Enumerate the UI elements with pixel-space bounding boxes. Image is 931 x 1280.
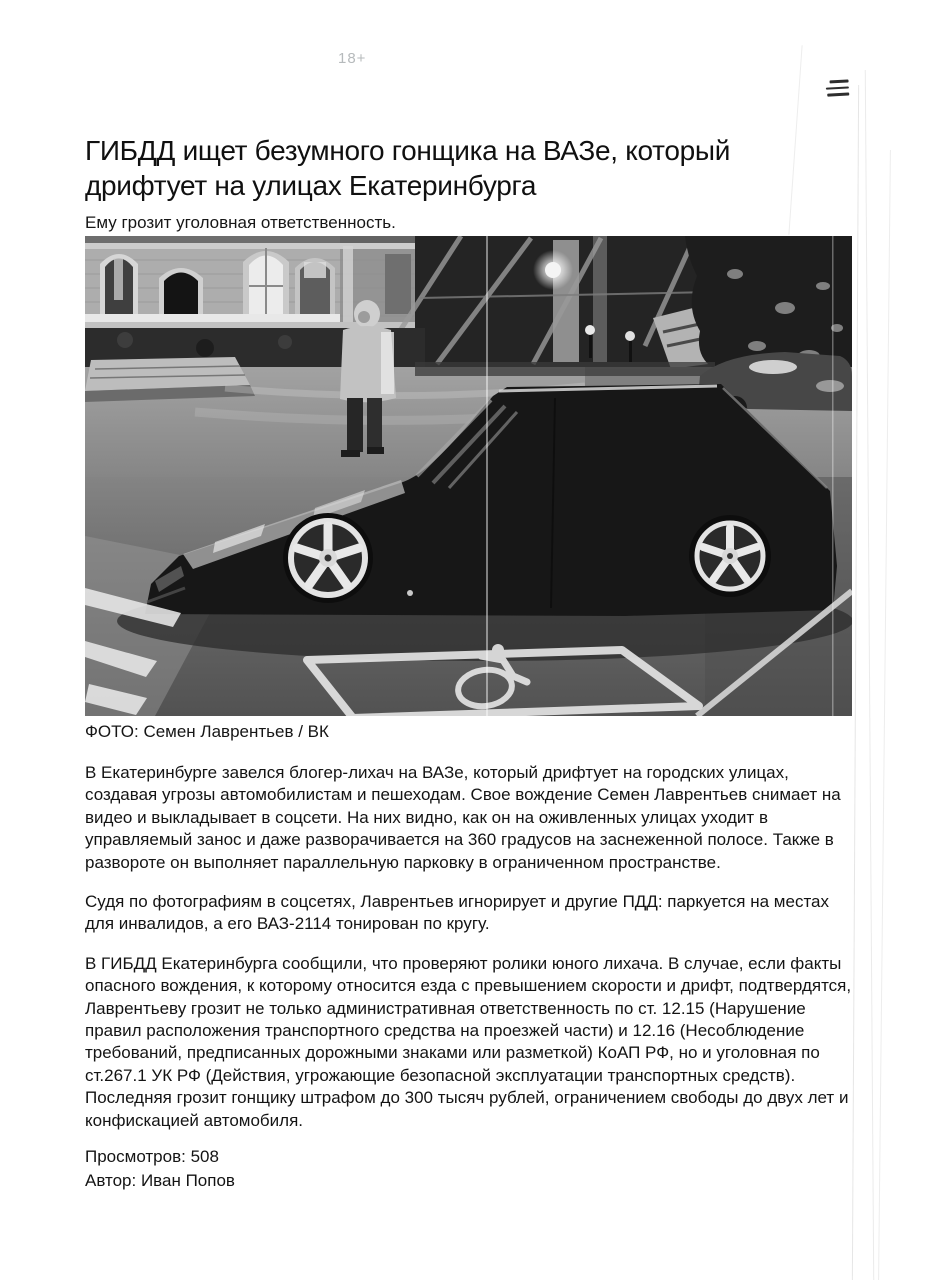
photo-caption: ФОТО: Семен Лаврентьев / ВК (85, 722, 329, 741)
building-facade (85, 236, 430, 341)
article-photo (85, 236, 852, 716)
paragraph-2: Судя по фотографиям в соцсетях, Лаврентьев игнорирует и другие ПДД: паркуется на местах для инвалидов, а его ВАЗ-2114 тонирован по кругу. (85, 892, 829, 934)
age-rating-badge: 18+ (338, 50, 367, 67)
paragraph-3: В ГИБДД Екатеринбурга сообщили, что проверяют ролики юного лихача. В случае, если факты опасного вождения, к которому относится езда с превышением скорости и дрифт, подтвердятся, Лаврентьеву грозит не только административная ответственность по ст. 12.15 (Нарушение правил расположения транспортного средства на проезжей части) и 12.16 (Несоблюдение требований, предписанных дорожными знаками или разметкой) КоАП РФ, но и уголовная по ст.267.1 УК РФ (Действия, угрожающие безопасной эксплуатации транспортных средств). Последняя грозит гонщику штрафом до 300 тысяч рублей, ограничением свободы до двух лет и конфискацией автомобиля. (85, 953, 852, 1130)
author: Автор: Иван Попов (85, 1171, 235, 1191)
arched-window (100, 254, 138, 324)
article-meta (85, 1145, 852, 1193)
front-wheel (283, 513, 373, 603)
scan-crease (878, 150, 891, 1280)
scan-crease (865, 70, 874, 1280)
article (85, 0, 852, 1193)
scan-line (486, 236, 488, 716)
article-body (85, 762, 852, 1132)
article-title: ГИБДД ищет безумного гонщика на ВАЗе, который дрифтует на улицах Екатеринбурга (85, 135, 731, 201)
scan-line (832, 236, 834, 716)
photo-illustration (85, 236, 852, 716)
scan-crease (852, 85, 859, 1280)
rear-wheel (689, 515, 771, 597)
article-lede: Ему грозит уголовная ответственность. (85, 213, 396, 232)
paragraph-1: В Екатеринбурге завелся блогер-лихач на ВАЗе, который дрифтует на городских улицах, создавая угрозы автомобилистам и пешеходам. Свое вождение Семен Лаврентьев снимает на видео и выкладывает в соцсети. На них видно, как он на оживленных улицах уходит в управляемый занос и даже разворачивается на 360 градусов на заснеженной полосе. Также в развороте он выполняет параллельную парковку в ограниченном пространстве. (85, 763, 841, 872)
views-count: Просмотров: 508 (85, 1147, 219, 1167)
construction-scaffolding (385, 236, 723, 371)
